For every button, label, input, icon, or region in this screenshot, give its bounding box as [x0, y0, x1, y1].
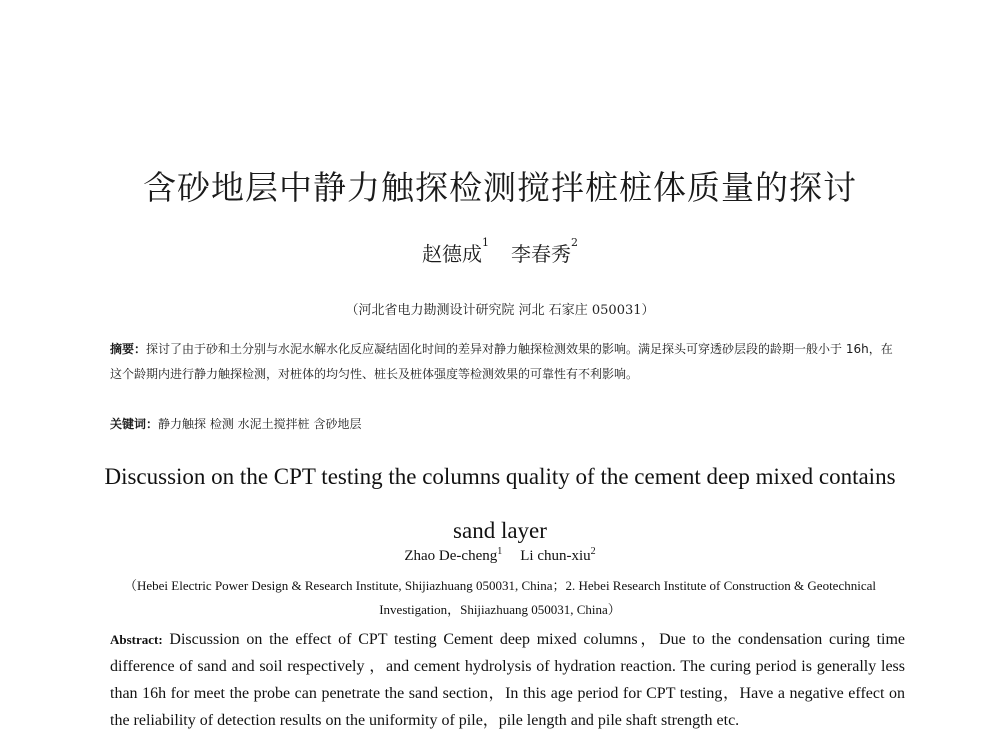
author-name: Zhao De-cheng [404, 548, 498, 564]
author-superscript: 2 [590, 546, 596, 557]
author-name: 赵德成 [422, 242, 482, 266]
abstract-text: Discussion on the effect of CPT testing Cement deep mixed columns，Due to the condensation curing time difference of sand and soil respectively ，and cement hydrolysis of hydration reaction. The curing period is generally less than 16h for meet the probe can penetrate the sand section，In this age period for CPT testing，Have a negative effect on the reliability of detection results on the uniformity of pile，pile length and pile shaft strength etc. [110, 631, 906, 729]
author-superscript: 1 [497, 546, 503, 557]
abstract-label: 摘要： [110, 342, 147, 356]
abstract-label: Abstract: [110, 632, 163, 647]
abstract-text: 探讨了由于砂和土分别与水泥水解水化反应凝结固化时间的差异对静力触探检测效果的影响。满足探头可穿透砂层段的龄期一般小于 16h，在这个龄期内进行静力触探检测，对桩体的均匀性、桩长及桩体强度等检测效果的可靠性有不利影响。 [110, 342, 893, 381]
author-name: Li chun-xiu [520, 548, 591, 564]
author-superscript: 1 [482, 236, 489, 249]
author-superscript: 2 [571, 236, 578, 249]
authors-english [0, 546, 1000, 565]
affiliation-english: （Hebei Electric Power Design & Research Institute, Shijiazhuang 050031, China；2. Hebei Research Institute of Construction & Geotechnical Investigation，Shijiazhuang 050031, China） [123, 578, 876, 617]
affiliation-chinese: （河北省电力勘测设计研究院 河北 石家庄 050031） [345, 303, 655, 318]
author-name: 李春秀 [511, 242, 571, 266]
title-english: Discussion on the CPT testing the columns quality of the cement deep mixed contains sand layer [104, 464, 896, 543]
authors-chinese [0, 238, 1000, 267]
abstract-chinese [110, 337, 900, 387]
keywords-chinese [110, 414, 900, 434]
title-chinese: 含砂地层中静力触探检测搅拌桩桩体质量的探讨 [143, 168, 857, 207]
keywords-label: 关键词： [110, 417, 159, 431]
abstract-english [110, 626, 905, 734]
keywords-text: 静力触探 检测 水泥土搅拌桩 含砂地层 [158, 417, 362, 431]
